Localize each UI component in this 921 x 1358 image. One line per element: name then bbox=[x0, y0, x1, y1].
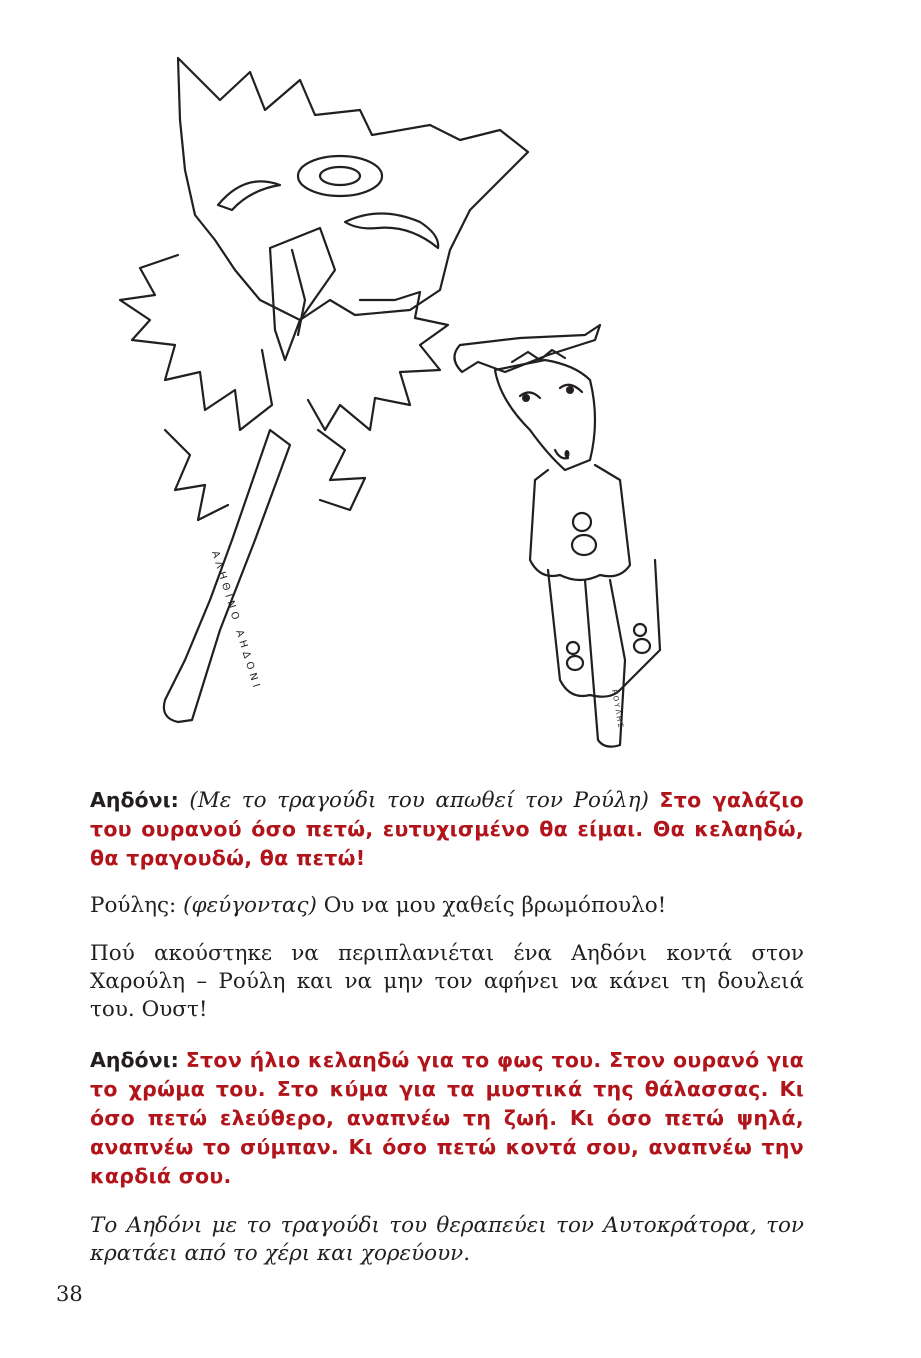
sung-line: Στο γαλάζιο του ουρανού όσο πετώ, ευτυχισμένο θα είμαι. Θα κελαηδώ, θα τραγουδώ, θα πετώ! bbox=[90, 788, 804, 870]
sung-line: Στον ήλιο κελαηδώ για το φως του. Στον ουρανό για το χρώμα του. Στο κύμα για τα μυστικά της θάλασσας. Κι όσο πετώ ελεύθερο, αναπνέω τη ζωή. Κι όσο πετώ ψηλά, αναπνέω το σύμπαν. Κι όσο πετώ κοντά σου, αναπνέω την καρδιά σου. bbox=[90, 1048, 804, 1188]
speaker-label: Ρούλης: bbox=[90, 893, 177, 918]
left-stick-label: ΑΛΗΘΙΝΟ ΑΗΔΟΝΙ bbox=[209, 549, 263, 693]
nightingale-crown-ring bbox=[298, 156, 382, 196]
chick-icon bbox=[567, 642, 579, 654]
nightingale-right-eye bbox=[345, 214, 438, 249]
chick-icon bbox=[634, 624, 646, 636]
stage-direction: (φεύγοντας) bbox=[183, 893, 317, 918]
chick-icon bbox=[573, 513, 591, 531]
stage-direction-paragraph: Το Αηδόνι με το τραγούδι του θεραπεύει τον Αυτοκράτορα, τον κρατάει από το χέρι και χορεύουν. bbox=[90, 1213, 804, 1266]
right-stick-label: ΡΟΥΛΗΣ bbox=[610, 688, 625, 731]
narration-paragraph: Πού ακούστηκε να περιπλανιέται ένα Αηδόνι κοντά στον Χαρούλη – Ρούλη και να μην τον αφήνει να κάνει τη δουλειά του. Ουστ! bbox=[90, 941, 804, 1022]
roulis-puppet bbox=[454, 325, 660, 747]
nightingale-left-eye bbox=[218, 181, 280, 210]
stage-direction: (Με το τραγούδι του απωθεί τον Ρούλη) bbox=[189, 788, 649, 813]
speaker-label: Αηδόνι: bbox=[90, 1048, 179, 1072]
dialogue-nightingale-1 bbox=[90, 786, 804, 873]
nightingale-puppet bbox=[120, 58, 528, 520]
dialogue-roulis bbox=[90, 892, 804, 920]
page-number: 38 bbox=[56, 1282, 83, 1306]
dialogue-nightingale-2 bbox=[90, 1046, 804, 1191]
speaker-label: Αηδόνι: bbox=[90, 788, 179, 812]
spoken-line: Ου να μου χαθείς βρωμόπουλο! bbox=[323, 893, 667, 918]
